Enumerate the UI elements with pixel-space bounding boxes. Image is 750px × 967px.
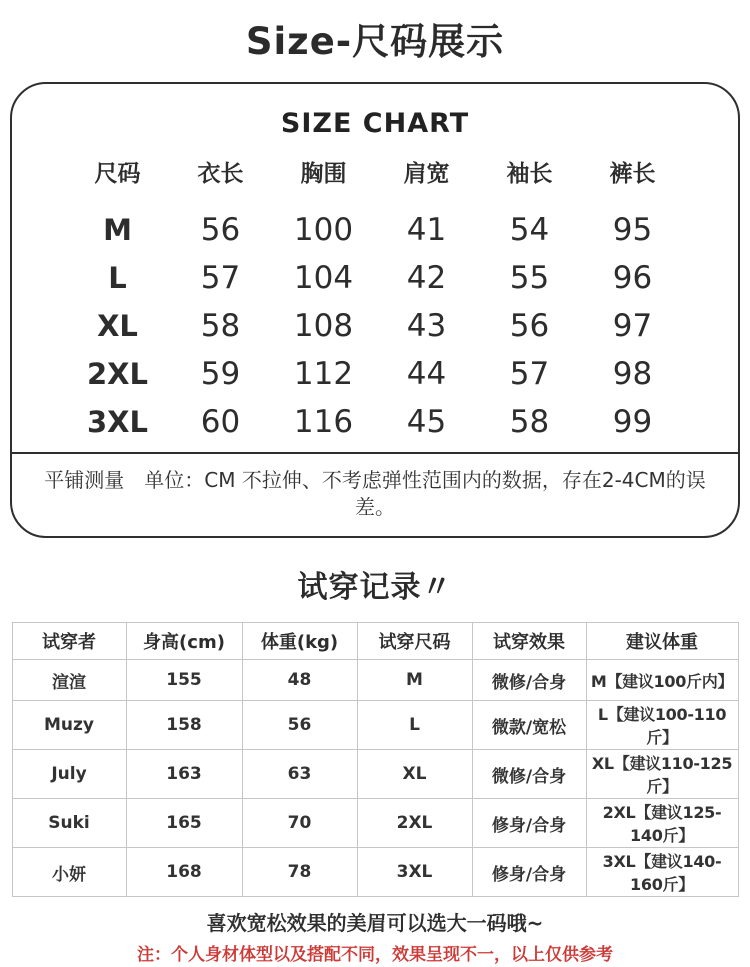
size-chart-cell: 54 (509, 212, 550, 248)
size-chart-cell: 56 (200, 212, 241, 248)
size-chart-cell: 104 (293, 260, 354, 296)
size-chart-cell: L (108, 261, 127, 295)
size-chart-cell: 60 (200, 404, 241, 440)
size-chart-cell: 44 (406, 356, 447, 392)
size-chart-row (66, 206, 684, 254)
fitting-cell: July (12, 750, 126, 799)
size-chart-cell: 116 (293, 404, 354, 440)
fitting-cell: XL【建议110-125斤】 (586, 750, 738, 799)
size-chart-cell: 96 (612, 260, 653, 296)
fitting-cell: 微款/宽松 (472, 701, 586, 750)
size-chart-header-cell: 尺码 (94, 161, 141, 187)
fitting-cell: 微修/合身 (472, 660, 586, 701)
size-chart-header-cell: 袖长 (506, 161, 553, 187)
size-chart-header-cell: 胸围 (300, 161, 347, 187)
size-chart-cell: 57 (200, 260, 241, 296)
fitting-warning: 注：个人身材体型以及搭配不同，效果呈现不一，以上仅供参考 (137, 945, 613, 965)
size-chart-row (66, 398, 684, 446)
size-chart-table (12, 160, 738, 446)
size-chart-cell: 59 (200, 356, 241, 392)
page-title: Size-尺码展示 (245, 20, 505, 63)
fitting-cell: 修身/合身 (472, 848, 586, 897)
size-chart-cell: XL (97, 309, 138, 343)
fitting-row (12, 750, 738, 799)
fitting-cell: 163 (126, 750, 242, 799)
fitting-row (12, 701, 738, 750)
size-chart-note: 平铺测量 单位：CM 不拉伸、不考虑弹性范围内的数据，存在2-4CM的误差。 (12, 452, 738, 536)
fitting-cell: 56 (242, 701, 357, 750)
fitting-cell: 48 (242, 660, 357, 701)
size-chart-cell: 57 (509, 356, 550, 392)
size-chart-header-cell: 肩宽 (403, 161, 450, 187)
size-chart-cell: 3XL (86, 405, 149, 439)
size-chart-row (66, 254, 684, 302)
fitting-row (12, 799, 738, 848)
size-chart-cell: 108 (293, 308, 354, 344)
size-chart-cell: 99 (612, 404, 653, 440)
size-chart-cell: 97 (612, 308, 653, 344)
fitting-cell: 158 (126, 701, 242, 750)
size-chart-cell: 43 (406, 308, 447, 344)
fitting-table (12, 622, 739, 897)
size-chart-cell: 112 (293, 356, 354, 392)
fitting-header-cell: 试穿者 (12, 623, 126, 660)
size-chart-row (66, 350, 684, 398)
size-chart-cell: 95 (612, 212, 653, 248)
size-chart-title: SIZE CHART (280, 108, 470, 139)
fitting-cell: 修身/合身 (472, 799, 586, 848)
fitting-title: 试穿记录〃 (297, 570, 453, 605)
fitting-header-row (12, 623, 738, 660)
fitting-cell: 155 (126, 660, 242, 701)
fitting-cell: 70 (242, 799, 357, 848)
size-chart-header-cell: 衣长 (197, 161, 244, 187)
fitting-header-cell: 体重(kg) (242, 623, 357, 660)
fitting-cell: 2XL (357, 799, 472, 848)
fitting-cell: 微修/合身 (472, 750, 586, 799)
size-chart-cell: 58 (200, 308, 241, 344)
fitting-cell: 渲渲 (12, 660, 126, 701)
fitting-header-cell: 试穿效果 (472, 623, 586, 660)
size-chart-cell: 58 (509, 404, 550, 440)
fitting-header-cell: 建议体重 (586, 623, 738, 660)
fitting-cell: L【建议100-110斤】 (586, 701, 738, 750)
size-chart-header-cell: 裤长 (609, 161, 656, 187)
fitting-cell: 63 (242, 750, 357, 799)
fitting-cell: Muzy (12, 701, 126, 750)
fitting-cell: 小妍 (12, 848, 126, 897)
size-chart-cell: 100 (293, 212, 354, 248)
size-chart-box (10, 82, 740, 538)
size-chart-cell: 2XL (86, 357, 149, 391)
size-chart-header-row (66, 160, 684, 188)
fitting-header-cell: 试穿尺码 (357, 623, 472, 660)
fitting-row (12, 660, 738, 701)
size-chart-cell: M (103, 213, 132, 247)
size-chart-cell: 45 (406, 404, 447, 440)
fitting-cell: 3XL【建议140-160斤】 (586, 848, 738, 897)
fitting-row (12, 848, 738, 897)
fitting-cell: 165 (126, 799, 242, 848)
size-chart-cell: 41 (406, 212, 447, 248)
size-chart-body (66, 206, 684, 446)
fitting-cell: Suki (12, 799, 126, 848)
fitting-cell: 168 (126, 848, 242, 897)
size-chart-cell: 42 (406, 260, 447, 296)
size-chart-cell: 56 (509, 308, 550, 344)
fitting-cell: L (357, 701, 472, 750)
fitting-cell: 3XL (357, 848, 472, 897)
size-chart-cell: 55 (509, 260, 550, 296)
fitting-tip: 喜欢宽松效果的美眉可以选大一码哦~ (206, 911, 544, 935)
fitting-cell: M (357, 660, 472, 701)
fitting-cell: 78 (242, 848, 357, 897)
fitting-cell: XL (357, 750, 472, 799)
size-chart-cell: 98 (612, 356, 653, 392)
fitting-cell: M【建议100斤内】 (586, 660, 738, 701)
size-chart-row (66, 302, 684, 350)
fitting-cell: 2XL【建议125-140斤】 (586, 799, 738, 848)
fitting-header-cell: 身高(cm) (126, 623, 242, 660)
